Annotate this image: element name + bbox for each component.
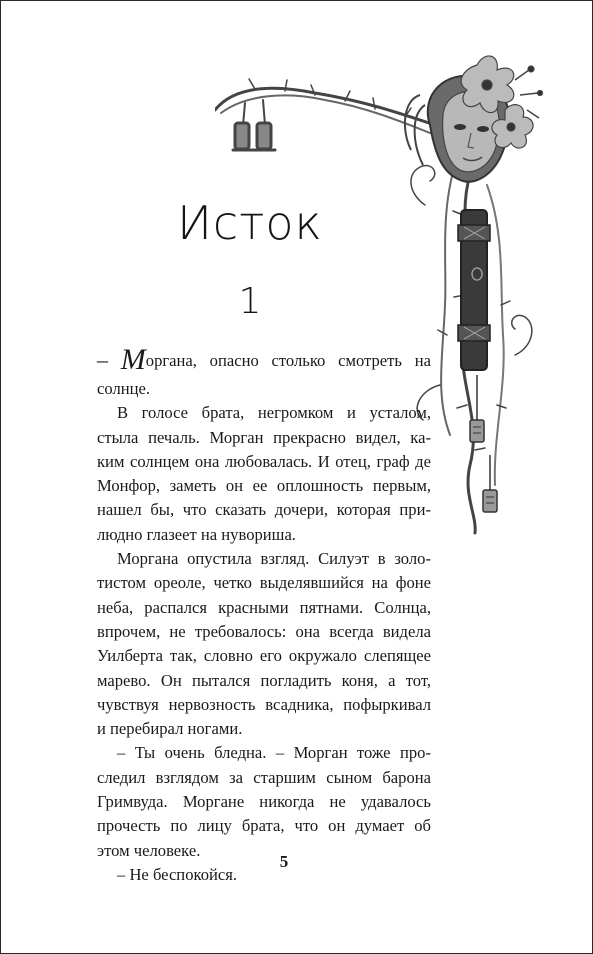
text-line: Моргана опустила взгляд. Силуэт в золо- [117, 549, 431, 569]
text-line: ким солнцем она любовалась. И отец, граф де [97, 451, 431, 471]
text-line: Гримвуда. Моргане никогда не удавалось [97, 792, 431, 812]
drop-cap: М [120, 343, 146, 376]
text-line: нашел бы, что сказать дочери, которая при- [97, 500, 431, 520]
text-line: людно глазеет на нувориша. [97, 524, 296, 544]
text-line: впрочем, не требовалось: она всегда видела [97, 621, 431, 641]
text-line: стыла печаль. Морган прекрасно видел, ка- [97, 427, 431, 447]
body-text [97, 343, 431, 887]
chapter-number: 1 [238, 281, 262, 322]
text-line: этом человеке. [97, 840, 201, 860]
text-line: – Моргана, опасно столько смотреть на [97, 343, 431, 376]
text-line: Уилберта так, словно его окружало слепящее [97, 646, 431, 666]
text-line: чувствуя нервозность всадника, пофыркивал [97, 694, 431, 714]
text-line: тистом ореоле, четко выделявшийся на фоне [97, 573, 431, 593]
text-line: марево. Он пытался погладить коня, а тот, [97, 670, 431, 690]
chapter-title: Исток [177, 196, 323, 250]
page-number: 5 [279, 852, 289, 871]
text-line: Монфор, заметь он ее оплошность первым, [97, 476, 431, 496]
text-line: следил взглядом за старшим сыном барона [97, 767, 431, 787]
text-line: – Не беспокойся. [117, 864, 238, 884]
text-line: – Ты очень бледна. – Морган тоже про- [117, 743, 431, 763]
text-line: солнце. [97, 379, 150, 398]
leather-strap-icon [458, 210, 490, 370]
text-line: неба, распался красными пятнами. Солнца, [97, 597, 431, 617]
text-line: и перебирал ногами. [97, 719, 243, 739]
text-line: В голосе брата, негромком и усталом, [117, 403, 431, 423]
text-line: прочесть по лицу брата, что он думает об [97, 816, 431, 836]
